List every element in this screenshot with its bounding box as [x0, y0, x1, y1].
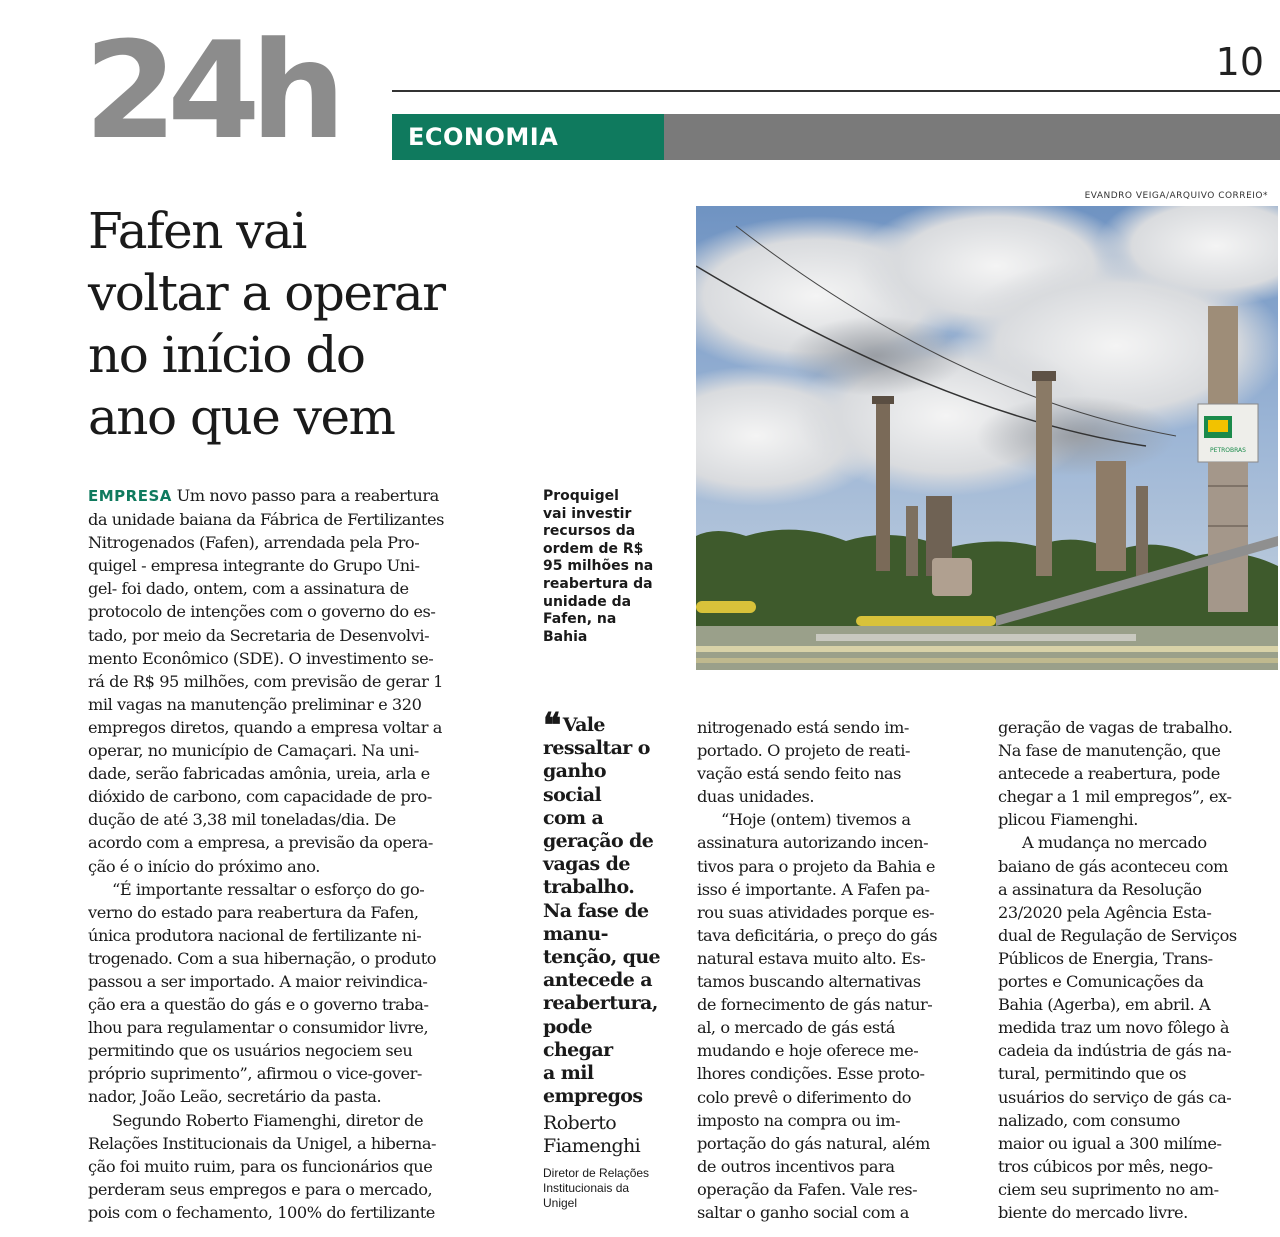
body-line: acordo com a empresa, a previsão da opera-	[88, 833, 433, 853]
body-line: saltar o ganho social com a	[697, 1202, 909, 1222]
caption-line: vai investir	[543, 505, 632, 522]
body-line: rou suas atividades porque es-	[697, 902, 935, 922]
photo-caption	[543, 488, 683, 646]
body-line: assinatura autorizando incen-	[697, 833, 929, 853]
caption-line: Proquigel	[543, 488, 619, 504]
caption-line: recursos da	[543, 523, 636, 540]
pull-quote-author	[543, 1112, 683, 1158]
body-line: colo prevê o diferimento do	[697, 1087, 912, 1107]
header-rule	[392, 90, 1280, 92]
body-line: plicou Fiamenghi.	[998, 810, 1138, 830]
caption-line: reabertura da	[543, 575, 653, 592]
pull-quote-line: ressaltar o	[543, 737, 650, 760]
author-line: Fiamenghi	[543, 1135, 641, 1158]
body-line: natural estava muito alto. Es-	[697, 948, 926, 968]
body-line: Bahia (Agerba), em abril. A	[998, 995, 1211, 1015]
caption-line: ordem de R$	[543, 540, 644, 557]
body-line: protocolo de intenções com o governo do es-	[88, 602, 436, 622]
quote-mark-icon: ❝	[543, 706, 561, 746]
pull-quote-line: chegar	[543, 1038, 613, 1061]
body-line: da unidade baiana da Fábrica de Fertilizantes	[88, 510, 444, 530]
body-line: geração de vagas de trabalho.	[998, 718, 1233, 737]
headline-line: Fafen vai	[88, 202, 306, 260]
body-line: dual de Regulação de Serviços	[998, 925, 1237, 945]
body-line: tamos buscando alternativas	[697, 972, 921, 992]
role-line: Diretor de Relações	[543, 1166, 650, 1180]
body-line: “É importante ressaltar o esforço do go-	[112, 879, 425, 899]
pull-quote-line: tenção, que	[543, 946, 661, 969]
pull-quote-line: ganho	[543, 760, 606, 783]
pull-quote-line: manu-	[543, 922, 608, 945]
body-line: rá de R$ 95 milhões, com previsão de gerar 1	[88, 671, 444, 691]
body-line: trogenado. Com a sua hibernação, o produto	[88, 948, 437, 968]
body-line: nador, João Leão, secretário da pasta.	[88, 1087, 382, 1107]
body-line: chegar a 1 mil empregos”, ex-	[998, 787, 1232, 807]
role-line: Unigel	[543, 1196, 578, 1210]
caption-line: 95 milhões na	[543, 558, 654, 575]
body-line: gel- foi dado, ontem, com a assinatura de	[88, 579, 409, 599]
body-column-4	[998, 716, 1274, 1224]
body-line: baiano de gás aconteceu com	[998, 856, 1228, 876]
body-line: verno do estado para reabertura da Fafen,	[88, 902, 419, 922]
caption-line: Fafen, na	[543, 611, 617, 628]
pull-quote-line: pode	[543, 1015, 592, 1038]
headline-line: voltar a operar	[88, 264, 445, 322]
body-line: tros cúbicos por mês, nego-	[998, 1156, 1213, 1176]
body-line: 23/2020 pela Agência Esta-	[998, 902, 1212, 922]
body-line: portado. O projeto de reati-	[697, 741, 910, 761]
body-line: antecede a reabertura, pode	[998, 764, 1220, 784]
headline-line: no início do	[88, 326, 365, 384]
body-line: dióxido de carbono, com capacidade de pro-	[88, 787, 432, 807]
body-line: a assinatura da Resolução	[998, 879, 1202, 899]
body-line: única produtora nacional de fertilizante ni-	[88, 925, 422, 945]
body-line: operar, no município de Camaçari. Na uni-	[88, 741, 419, 761]
publication-logo: 24h	[84, 13, 336, 169]
body-line: Nitrogenados (Fafen), arrendada pela Pro-	[88, 533, 420, 553]
body-line: dade, serão fabricadas amônia, ureia, arla e	[88, 764, 430, 784]
headline-line: ano que vem	[88, 388, 395, 446]
headline	[88, 200, 648, 448]
body-line: ção foi muito ruim, para os funcionários que	[88, 1156, 433, 1176]
body-line: ção era a questão do gás e o governo traba-	[88, 995, 429, 1015]
pull-quote-line: com a	[543, 806, 604, 829]
pull-quote-line: social	[543, 783, 602, 806]
pull-quote-line: vagas de	[543, 853, 630, 876]
body-line: mento Econômico (SDE). O investimento se-	[88, 648, 434, 668]
body-line: lhores condições. Esse proto-	[697, 1064, 925, 1084]
body-line: medida traz um novo fôlego à	[998, 1018, 1230, 1038]
pull-quote-line: Na fase de	[543, 899, 649, 922]
body-line: maior ou igual a 300 milíme-	[998, 1133, 1222, 1153]
body-line: Segundo Roberto Fiamenghi, diretor de	[112, 1110, 424, 1130]
body-line: dução de até 3,38 mil toneladas/dia. De	[88, 810, 396, 830]
body-line: duas unidades.	[697, 787, 815, 807]
body-line: nitrogenado está sendo im-	[697, 718, 909, 737]
pull-quote-line: geração de	[543, 830, 654, 853]
body-line: A mudança no mercado	[1022, 833, 1207, 853]
body-line: tado, por meio da Secretaria de Desenvolvi-	[88, 625, 430, 645]
body-column-1	[88, 484, 520, 1224]
body-line: de fornecimento de gás natur-	[697, 995, 933, 1015]
body-line: quigel - empresa integrante do Grupo Uni-	[88, 556, 420, 576]
pull-quote-role	[543, 1166, 683, 1211]
body-line: portação do gás natural, além	[697, 1133, 930, 1153]
pull-quote	[543, 706, 683, 1108]
body-line: permitindo que os usuários negociem seu	[88, 1041, 413, 1061]
body-first-line: Um novo passo para a reabertura	[171, 486, 439, 505]
pull-quote-line: trabalho.	[543, 876, 635, 899]
body-line: próprio suprimento”, afirmou o vice-gover-	[88, 1064, 422, 1084]
body-line: isso é importante. A Fafen pa-	[697, 879, 930, 899]
pull-quote-line: antecede a	[543, 969, 652, 992]
body-line: imposto na compra ou im-	[697, 1110, 901, 1130]
tower-sign: PETROBRAS	[1210, 447, 1246, 454]
body-line: Na fase de manutenção, que	[998, 741, 1221, 761]
body-line: operação da Fafen. Vale res-	[697, 1179, 918, 1199]
body-line: usuários do serviço de gás ca-	[998, 1087, 1232, 1107]
section-label: ECONOMIA	[392, 114, 664, 160]
body-line: vação está sendo feito nas	[697, 764, 901, 784]
body-line	[88, 484, 520, 508]
body-line: passou a ser importado. A maior reivindica-	[88, 971, 428, 991]
body-line: empregos diretos, quando a empresa voltar a	[88, 717, 442, 737]
body-line: mil vagas na manutenção preliminar e 320	[88, 694, 422, 714]
body-line: pois com o fechamento, 100% do fertilizante	[88, 1202, 435, 1222]
body-line: ciem seu suprimento no am-	[998, 1179, 1219, 1199]
body-line: Relações Institucionais da Unigel, a hiberna-	[88, 1133, 437, 1153]
refinery-photo	[696, 206, 1278, 670]
body-line: “Hoje (ontem) tivemos a	[721, 810, 911, 830]
pull-quote-line: empregos	[543, 1085, 643, 1108]
caption-line: Bahia	[543, 628, 588, 645]
role-line: Institucionais da	[543, 1181, 630, 1195]
page-number: 10	[1215, 40, 1264, 84]
body-line: nalizado, com consumo	[998, 1110, 1180, 1130]
caption-line: unidade da	[543, 593, 632, 610]
body-line: tural, permitindo que os	[998, 1064, 1187, 1084]
body-line: portes e Comunicações da	[998, 972, 1204, 992]
author-line: Roberto	[543, 1112, 617, 1134]
body-line: ção é o início do próximo ano.	[88, 856, 320, 876]
body-line: perderam seus empregos e para o mercado,	[88, 1179, 433, 1199]
body-line: Públicos de Energia, Trans-	[998, 948, 1213, 968]
body-line: al, o mercado de gás está	[697, 1018, 895, 1038]
body-line: tava deficitária, o preço do gás	[697, 925, 938, 945]
pull-quote-line: Vale	[562, 714, 605, 736]
body-line: cadeia da indústria de gás na-	[998, 1041, 1232, 1061]
photo-credit: EVANDRO VEIGA/ARQUIVO CORREIO*	[1084, 191, 1268, 201]
body-line: de outros incentivos para	[697, 1156, 895, 1176]
body-line: mudando e hoje oferece me-	[697, 1041, 919, 1061]
body-line: biente do mercado livre.	[998, 1202, 1188, 1222]
body-line: lhou para regulamentar o consumidor livre,	[88, 1018, 429, 1038]
article-kicker: EMPRESA	[88, 487, 172, 505]
body-column-3	[697, 716, 973, 1224]
pull-quote-line: a mil	[543, 1062, 594, 1085]
pull-quote-line: reabertura,	[543, 992, 658, 1015]
body-line: tivos para o projeto da Bahia e	[697, 856, 936, 876]
